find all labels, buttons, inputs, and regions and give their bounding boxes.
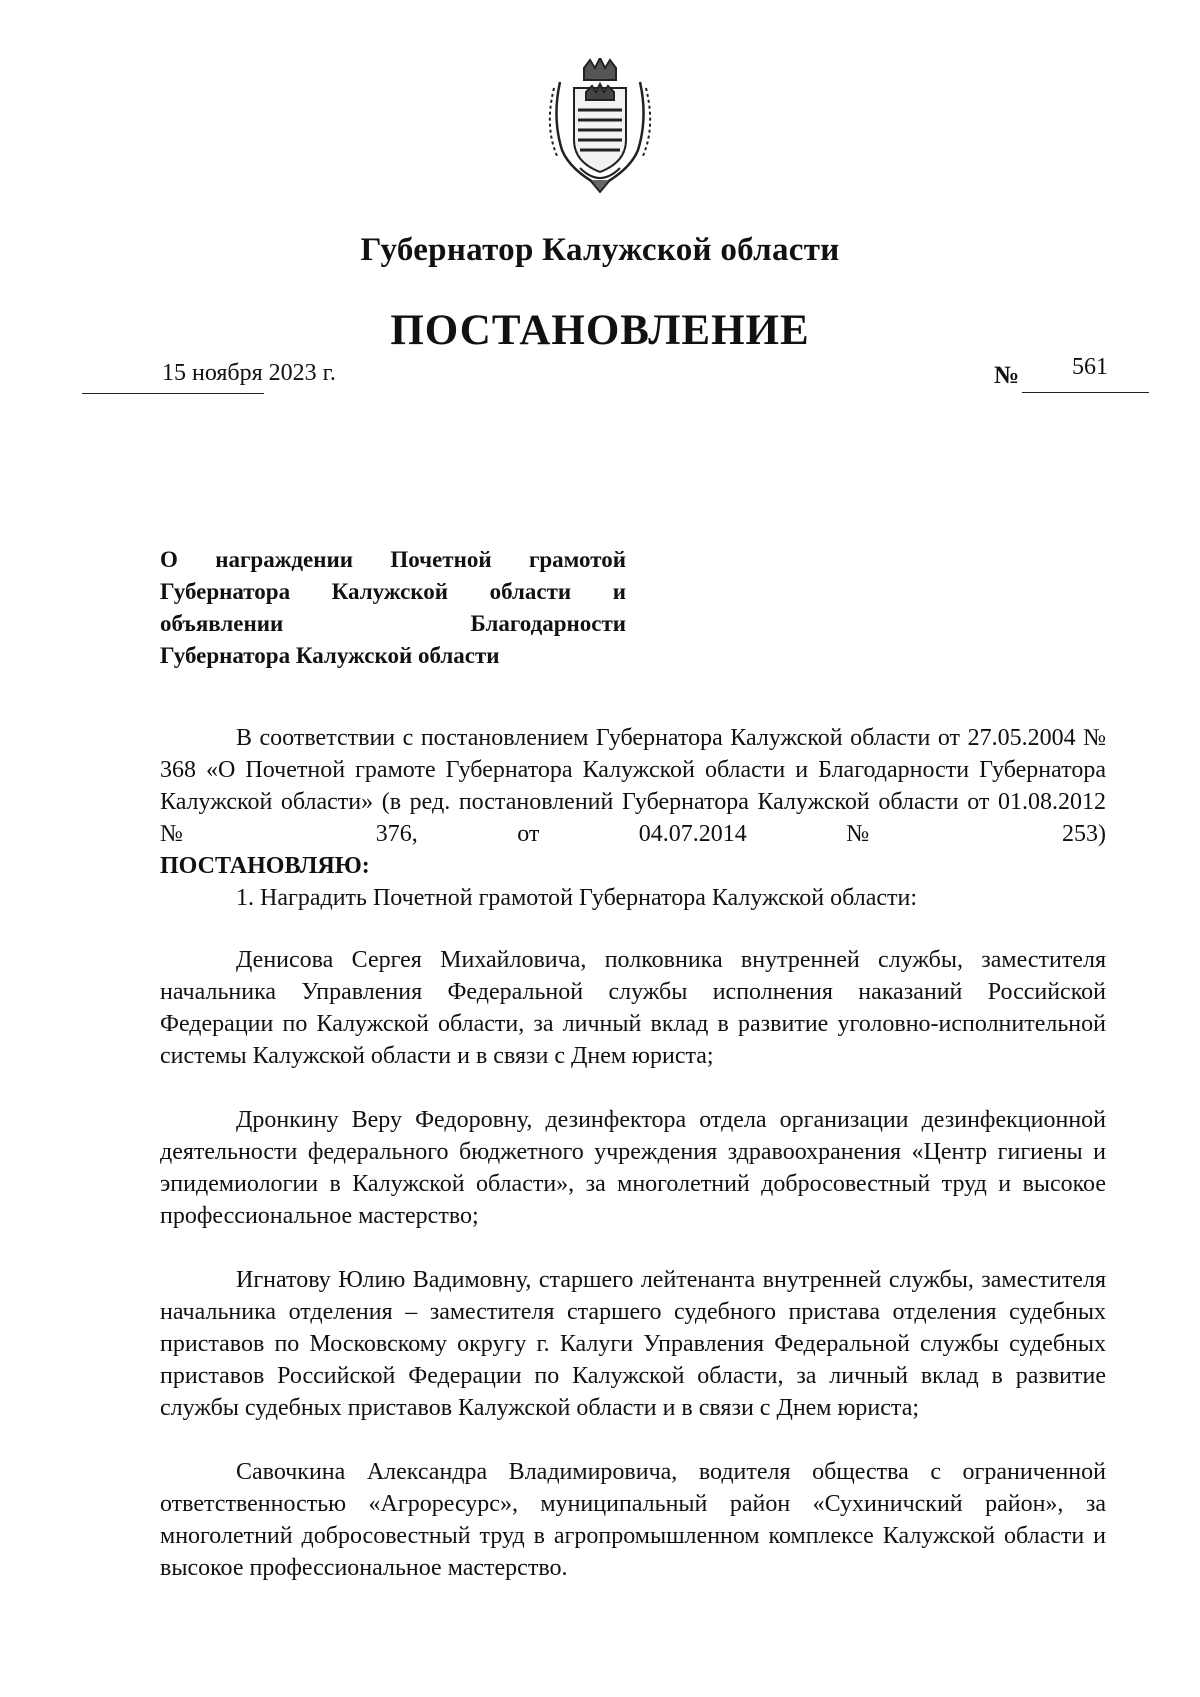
awardee-paragraph-denisov: Денисова Сергея Михайловича, полковника внутренней службы, заместителя начальника Управления Федеральной службы исполнения наказаний Российской Федерации по Калужской области, за личный вклад в развитие уголовно-исполнительной системы Калужской области и в связи с Днем юриста; <box>160 947 1106 1069</box>
number-underline <box>1022 392 1149 393</box>
subject-line-last: Губернатора Калужской области <box>160 643 500 668</box>
document-number: 561 <box>1072 354 1108 380</box>
document-subject <box>160 544 626 672</box>
awardee-paragraph-ignatova: Игнатову Юлию Вадимовну, старшего лейтенанта внутренней службы, заместителя начальника отделения – заместителя старшего судебного пристава отделения судебных приставов по Московскому округу г. Калуги Управления Федеральной службы судебных приставов Российской Федерации по Калужской области, за личный вклад в развитие службы судебных приставов Калужской области и в связи с Днем юриста; <box>160 1267 1106 1421</box>
document-body <box>160 722 1106 1616</box>
document-type-title: ПОСТАНОВЛЕНИЕ <box>390 307 810 354</box>
decree-item-1: 1. Наградить Почетной грамотой Губернатора Калужской области: <box>236 885 918 911</box>
coat-of-arms-icon <box>540 58 660 198</box>
issuing-authority: Губернатор Калужской области <box>360 232 840 268</box>
awardee-paragraph-dronkina: Дронкину Веру Федоровну, дезинфектора отдела организации дезинфекционной деятельности федерального бюджетного учреждения здравоохранения «Центр гигиены и эпидемиологии в Калужской области», за многолетний добросовестный труд и высокое профессиональное мастерство; <box>160 1107 1106 1229</box>
decree-word: ПОСТАНОВЛЯЮ: <box>160 853 370 879</box>
subject-line: О награждении Почетной грамотой Губернатора Калужской области и объявлении Благодарности <box>160 547 626 636</box>
document-date: 15 ноября 2023 г. <box>162 360 336 386</box>
awardee-paragraph-savochkin: Савочкина Александра Владимировича, водителя общества с ограниченной ответственностью «Агроресурс», муниципальный район «Сухиничский район», за многолетний добросовестный труд в агропромышленном комплексе Калужской области и высокое профессиональное мастерство. <box>160 1459 1106 1581</box>
number-sign: № <box>994 362 1020 389</box>
preamble-paragraph: В соответствии с постановлением Губернатора Калужской области от 27.05.2004 № 368 «О Почетной грамоте Губернатора Калужской области и Благодарности Губернатора Калужской области» (в ред. постановлений Губернатора Калужской области от 01.08.2012 № 376, от 04.07.2014 № 253) <box>160 725 1106 847</box>
date-underline <box>82 393 264 394</box>
